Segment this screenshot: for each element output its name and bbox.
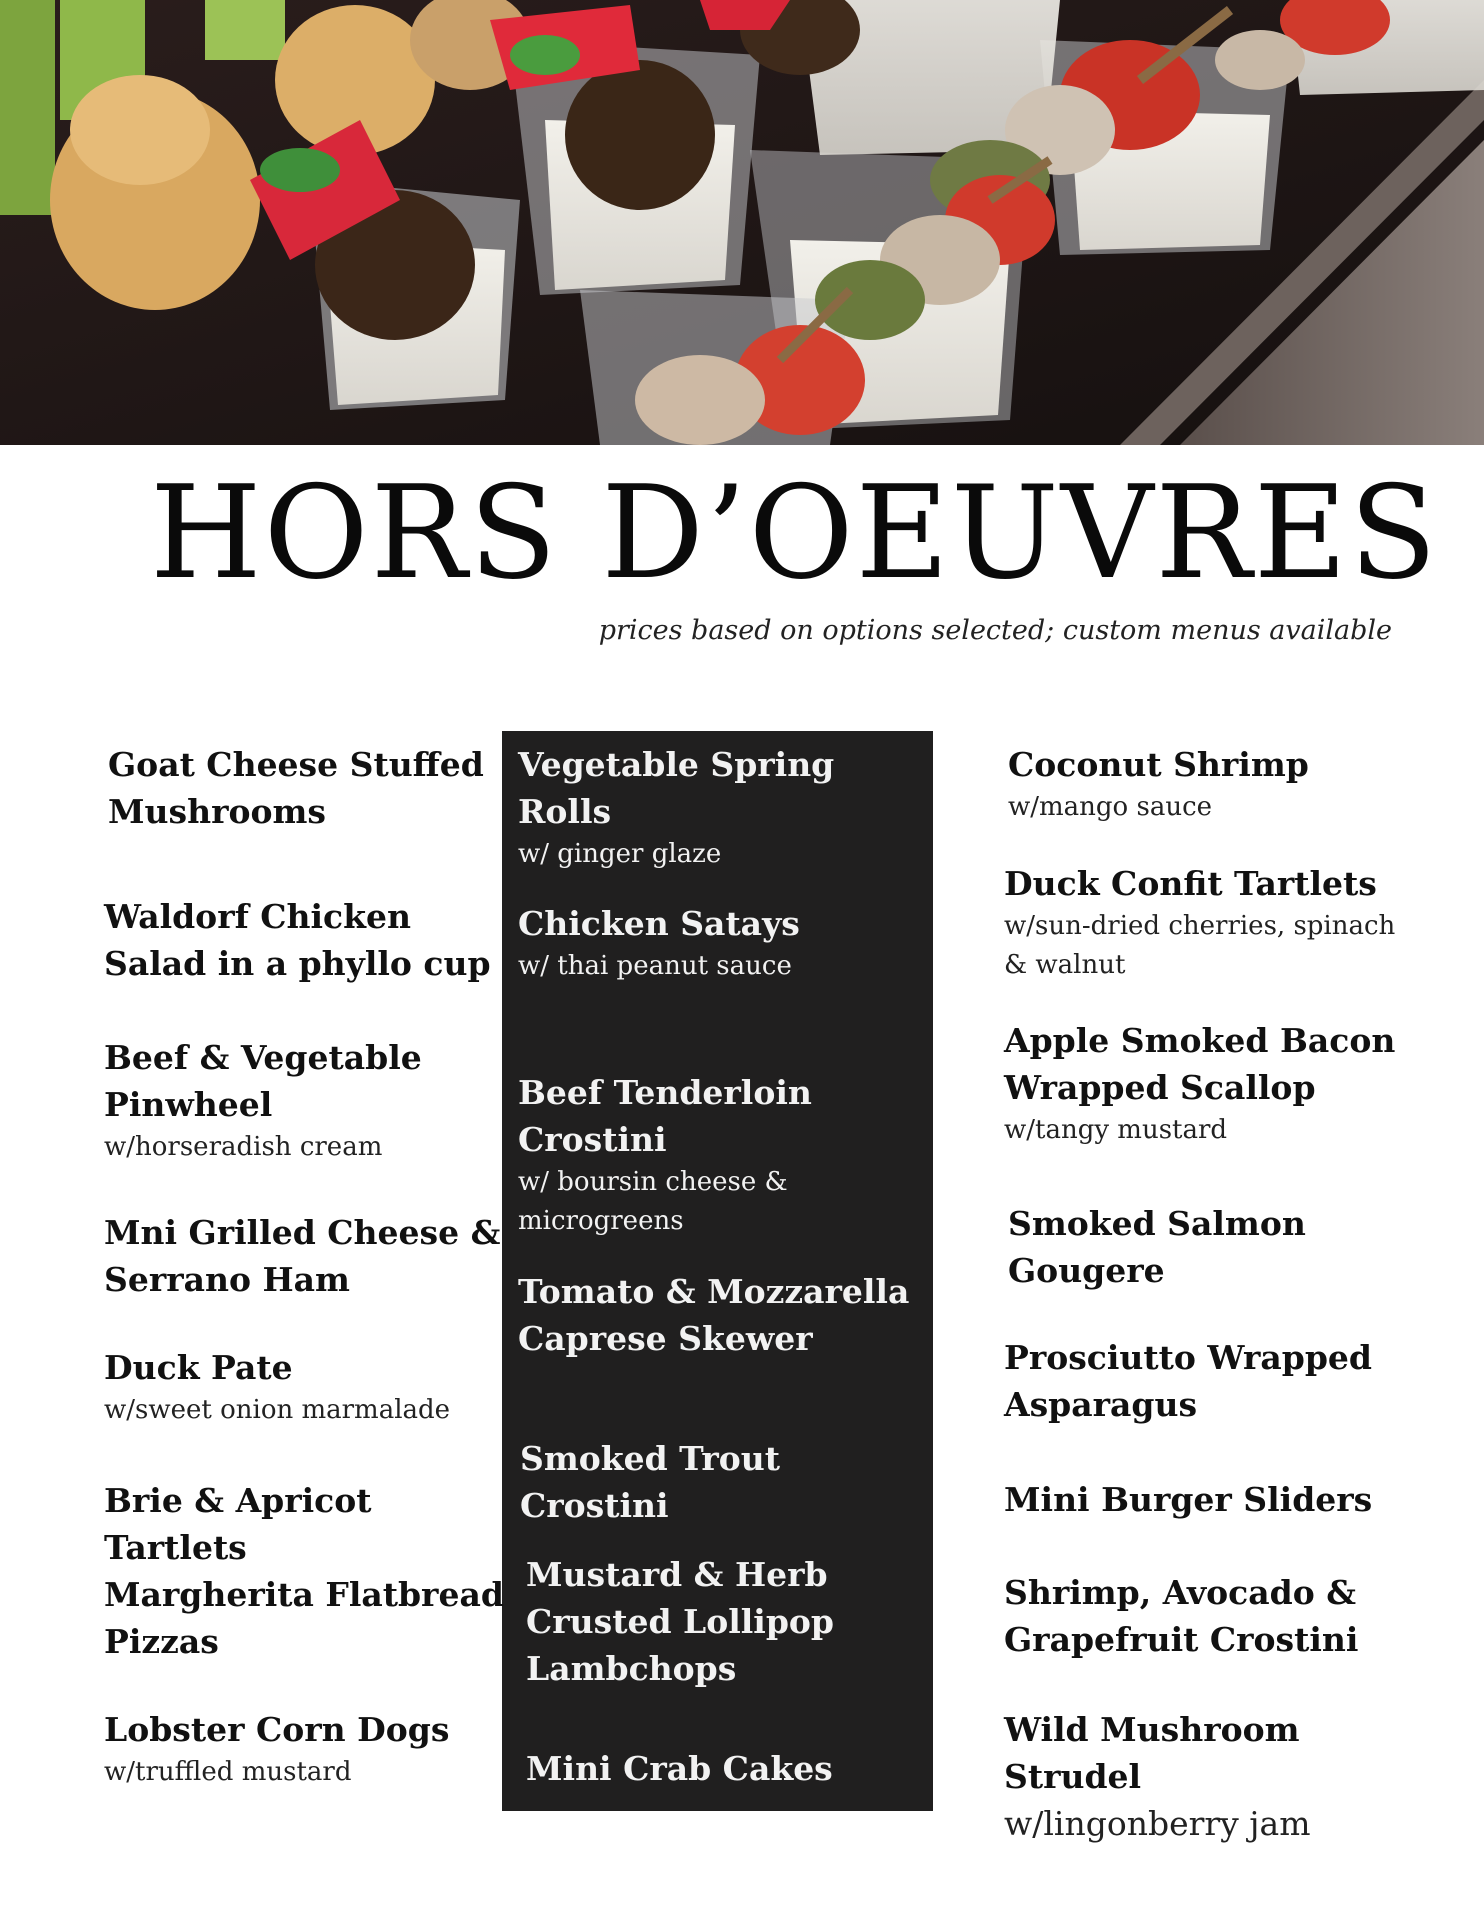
item-name: Brie & Apricot Tartlets: [104, 1481, 372, 1567]
item-name: Duck Pate: [104, 1348, 293, 1387]
item-name: Waldorf Chicken Salad in a phyllo cup: [104, 897, 491, 983]
item-description: w/truffled mustard: [104, 1757, 352, 1787]
item-description: w/ thai peanut sauce: [518, 951, 792, 981]
item-description: w/tangy mustard: [1004, 1115, 1228, 1145]
menu-item: [1004, 1706, 1424, 1847]
menu-item: [104, 893, 504, 987]
tagline: prices based on options selected; custom menus available: [598, 615, 1392, 646]
menu-item: [1004, 1569, 1404, 1663]
page-title: HORS D’OEUVRES: [150, 459, 1439, 608]
menu-item: [1004, 1334, 1404, 1428]
menu-item: [518, 741, 918, 874]
header-photo: [0, 0, 1484, 445]
item-name: Chicken Satays: [518, 904, 800, 943]
menu-item: [1004, 1017, 1404, 1150]
menu-item: [1004, 860, 1404, 985]
menu-item: [104, 1477, 524, 1571]
item-name: Prosciutto Wrapped Asparagus: [1004, 1338, 1372, 1424]
item-name: Margherita Flatbread Pizzas: [104, 1575, 504, 1661]
item-name: Smoked Trout Crostini: [520, 1439, 780, 1525]
item-name: Tomato & Mozzarella Caprese Skewer: [518, 1272, 910, 1358]
item-description: w/sun-dried cherries, spinach & walnut: [1004, 911, 1396, 980]
item-description: w/lingonberry jam: [1004, 1804, 1311, 1843]
item-description: w/ boursin cheese & microgreens: [518, 1167, 788, 1236]
menu-item: [104, 1344, 504, 1430]
menu-item: [518, 1069, 928, 1241]
menu-item: [518, 1268, 918, 1362]
menu-item: [520, 1435, 920, 1529]
item-name: Apple Smoked Bacon Wrapped Scallop: [1004, 1021, 1396, 1107]
item-name: Beef & Vegetable Pinwheel: [104, 1038, 422, 1124]
item-name: Duck Confit Tartlets: [1004, 864, 1377, 903]
menu-item: [104, 1209, 504, 1303]
menu-item: [104, 1034, 504, 1167]
menu-item: [104, 1706, 504, 1792]
item-description: w/mango sauce: [1008, 792, 1213, 822]
item-name: Goat Cheese Stuffed Mushrooms: [108, 745, 484, 831]
item-name: Wild Mushroom Strudel: [1004, 1710, 1300, 1796]
item-name: Smoked Salmon Gougere: [1008, 1204, 1306, 1290]
item-name: Mustard & Herb Crusted Lollipop Lambchops: [526, 1555, 835, 1688]
item-name: Shrimp, Avocado & Grapefruit Crostini: [1004, 1573, 1359, 1659]
item-description: w/ ginger glaze: [518, 839, 722, 869]
item-name: Mini Crab Cakes: [526, 1749, 833, 1788]
item-name: Lobster Corn Dogs: [104, 1710, 450, 1749]
item-name: Vegetable Spring Rolls: [518, 745, 835, 831]
menu-item: [518, 900, 918, 986]
menu-item: [1004, 1476, 1404, 1523]
menu-item: [526, 1745, 926, 1792]
item-description: w/sweet onion marmalade: [104, 1395, 451, 1425]
menu-item: [104, 1571, 504, 1665]
item-name: Coconut Shrimp: [1008, 745, 1309, 784]
item-name: Mini Burger Sliders: [1004, 1480, 1373, 1519]
item-description: w/horseradish cream: [104, 1132, 383, 1162]
menu-item: [1008, 741, 1408, 827]
menu-item: [1008, 1200, 1408, 1294]
menu-item: [108, 741, 508, 835]
item-name: Beef Tenderloin Crostini: [518, 1073, 812, 1159]
item-name: Mni Grilled Cheese & Serrano Ham: [104, 1213, 501, 1299]
menu-item: [526, 1551, 886, 1692]
appetizer-photo-illustration: [0, 0, 1484, 445]
